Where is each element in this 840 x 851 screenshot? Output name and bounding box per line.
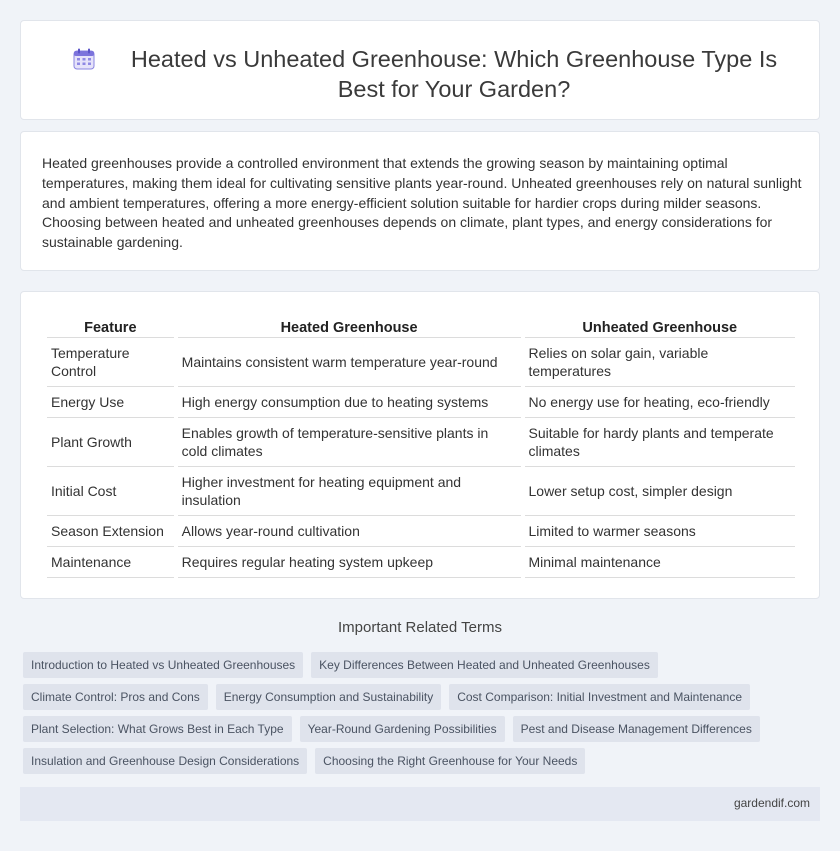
calendar-icon [72,47,96,71]
table-row [47,338,795,387]
related-term-tag[interactable]: Plant Selection: What Grows Best in Each Type [23,716,292,742]
related-term-tag[interactable]: Choosing the Right Greenhouse for Your Needs [315,748,585,774]
feature-cell: Maintenance [47,547,174,578]
column-header-feature: Feature [47,316,174,338]
comparison-table [43,316,799,578]
table-row [47,467,795,516]
related-term-tag[interactable]: Climate Control: Pros and Cons [23,684,208,710]
related-term-tag[interactable]: Introduction to Heated vs Unheated Greenhouses [23,652,303,678]
table-row [47,547,795,578]
unheated-cell: Limited to warmer seasons [525,516,796,547]
page-title: Heated vs Unheated Greenhouse: Which Greenhouse Type Is Best for Your Garden? [130,46,778,102]
heated-cell: Enables growth of temperature-sensitive plants in cold climates [178,418,521,467]
feature-cell: Temperature Control [47,338,174,387]
related-terms-list [23,652,803,780]
comparison-card [20,291,820,599]
footer [20,787,820,821]
heated-cell: Requires regular heating system upkeep [178,547,521,578]
unheated-cell: Lower setup cost, simpler design [525,467,796,516]
header-card [20,20,820,120]
unheated-cell: No energy use for heating, eco-friendly [525,387,796,418]
feature-cell: Plant Growth [47,418,174,467]
column-header-heated: Heated Greenhouse [178,316,521,338]
related-term-tag[interactable]: Pest and Disease Management Differences [513,716,760,742]
footer-site-name[interactable]: gardendif.com [733,796,810,810]
heated-cell: Maintains consistent warm temperature year-round [178,338,521,387]
table-header-row [47,316,795,338]
related-term-tag[interactable]: Key Differences Between Heated and Unheated Greenhouses [311,652,658,678]
unheated-cell: Suitable for hardy plants and temperate climates [525,418,796,467]
related-terms-title: Important Related Terms [338,619,502,636]
intro-card [20,131,820,271]
related-term-tag[interactable]: Cost Comparison: Initial Investment and Maintenance [449,684,750,710]
related-term-tag[interactable]: Energy Consumption and Sustainability [216,684,441,710]
column-header-unheated: Unheated Greenhouse [525,316,796,338]
unheated-cell: Relies on solar gain, variable temperatures [525,338,796,387]
unheated-cell: Minimal maintenance [525,547,796,578]
related-term-tag[interactable]: Insulation and Greenhouse Design Considerations [23,748,307,774]
heated-cell: High energy consumption due to heating systems [178,387,521,418]
feature-cell: Energy Use [47,387,174,418]
heated-cell: Allows year-round cultivation [178,516,521,547]
heated-cell: Higher investment for heating equipment and insulation [178,467,521,516]
feature-cell: Initial Cost [47,467,174,516]
feature-cell: Season Extension [47,516,174,547]
related-term-tag[interactable]: Year-Round Gardening Possibilities [300,716,505,742]
table-row [47,387,795,418]
table-row [47,418,795,467]
intro-paragraph: Heated greenhouses provide a controlled environment that extends the growing season by maintaining optimal temperatures, making them ideal for cultivating sensitive plants year-round. Unheated greenhouses rely on natural sunlight and ambient temperatures, offering a more energy-efficient solution suitable for hardier crops during milder seasons. Choosing between heated and unheated greenhouses depends on climate, plant types, and energy considerations for sustainable gardening. [42,155,802,251]
table-row [47,516,795,547]
